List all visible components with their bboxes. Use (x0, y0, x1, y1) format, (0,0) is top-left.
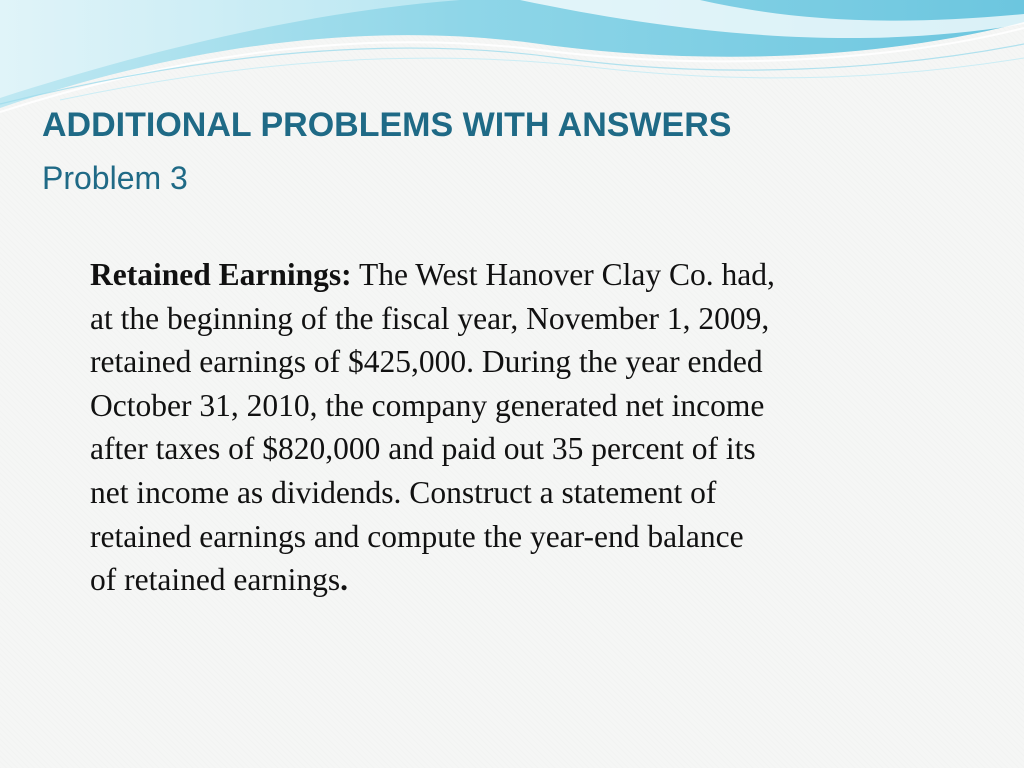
problem-line-5: after taxes of $820,000 and paid out 35 percent of its (90, 431, 756, 467)
problem-line-7: retained earnings and compute the year-end balance (90, 518, 744, 554)
slide-subtitle: Problem 3 (42, 160, 188, 196)
problem-line-4: October 31, 2010, the company generated net income (90, 387, 765, 423)
slide-title: ADDITIONAL PROBLEMS WITH ANSWERS (42, 106, 732, 144)
problem-line-3: retained earnings of $425,000. During the year ended (90, 344, 763, 380)
problem-line-2: at the beginning of the fiscal year, November 1, 2009, (90, 300, 770, 336)
problem-line-6: net income as dividends. Construct a statement of (90, 474, 717, 510)
problem-lead: Retained Earnings: (90, 257, 352, 292)
problem-line-8: of retained earnings (90, 562, 341, 598)
problem-text (90, 253, 950, 602)
problem-end-period: . (340, 562, 349, 598)
problem-line-1: The West Hanover Clay Co. had, (351, 257, 775, 292)
